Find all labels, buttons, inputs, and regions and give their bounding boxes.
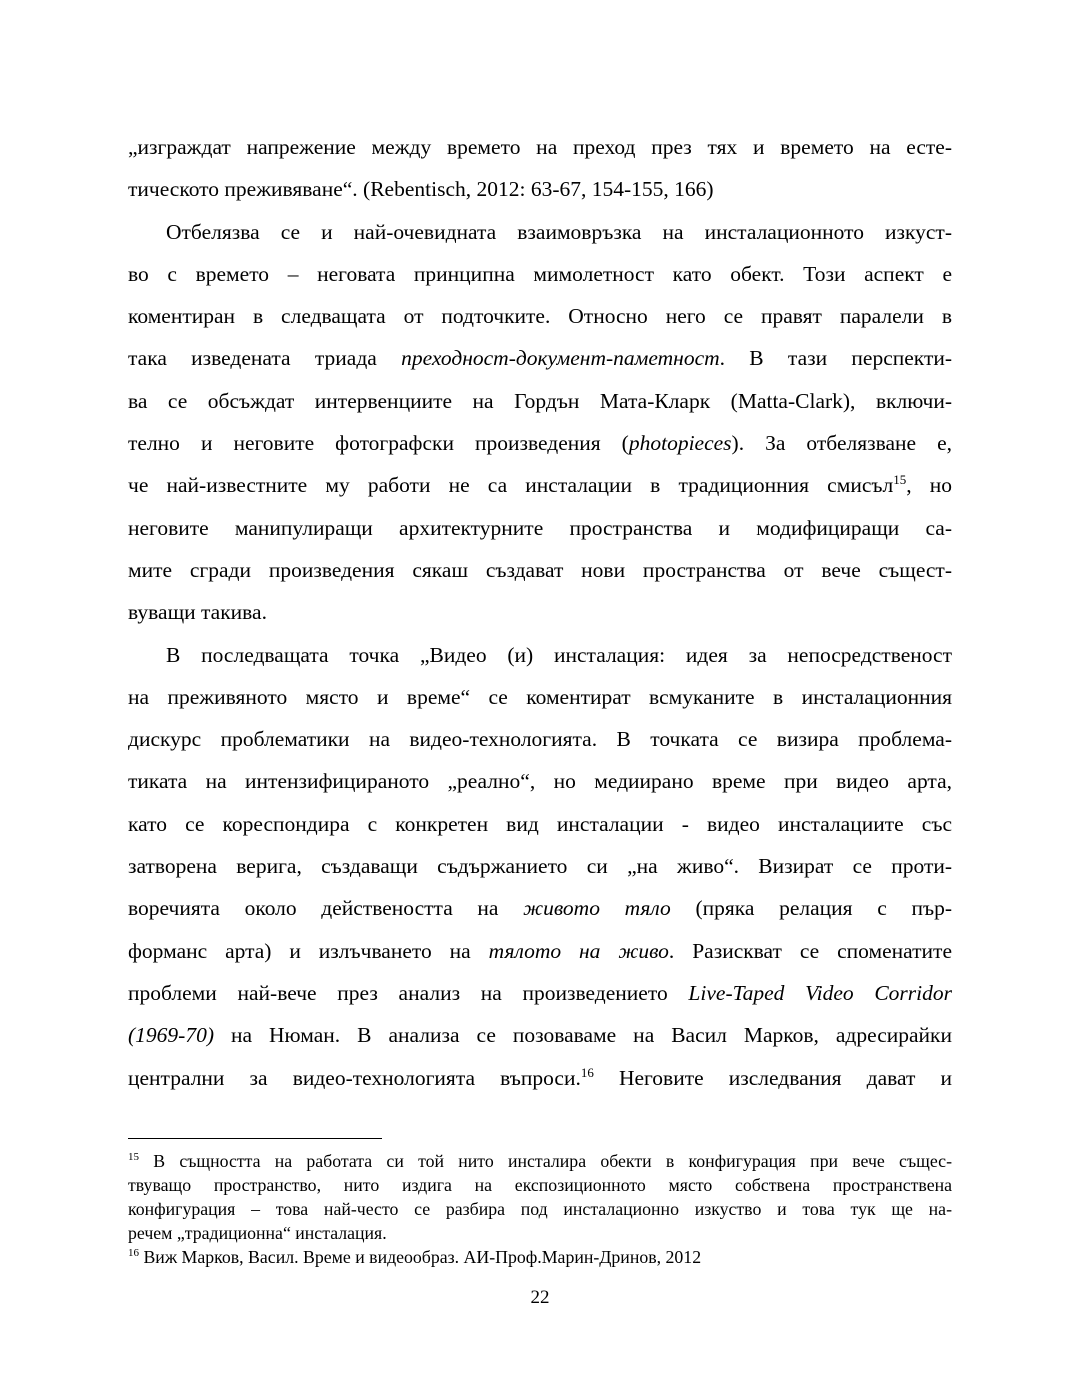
footnote-line: конфигурация – това най-често се разбира под инсталационно изкуство и това тук ще на- (128, 1199, 952, 1219)
footnote-15: $^{15}$ В същността на работата си той нито инсталира обекти в конфигурация при вече същес- (128, 1151, 952, 1171)
text-line: неговите манипулиращи архитектурните пространства и модифициращи са- (128, 515, 952, 540)
footnote-line: твуващо пространство, нито издига на експозиционното място собствена пространствена (128, 1175, 952, 1195)
footnote-number: 16 (128, 1247, 139, 1259)
text-line: така изведената триада преходност-документ-паметност. В тази перспекти- (128, 346, 953, 371)
text-line: коментиран в следващата от подточките. Относно него се правят паралели в (128, 304, 952, 329)
text-line: че най-известните му работи не са инсталации в традиционния смисъл$^{15}$, но (128, 472, 952, 498)
footnote-ref-16[interactable]: 16 (580, 1064, 594, 1080)
italic-term: преходност-документ-паметност (401, 346, 720, 371)
text-line: мите сгради произведения сякаш създават нови пространства от вече същест- (128, 557, 952, 582)
text-line: на преживяното място и време“ се коментират всмуканите в инсталационния (128, 684, 952, 709)
text-line: вуващи такива. (128, 600, 267, 625)
text-line: „изграждат напрежение между времето на преход през тях и времето на есте- (128, 135, 952, 159)
paragraph-start: Отбелязва се и най-очевидната взаимовръзка на инсталационното изкуст- (166, 219, 952, 244)
page-number: 22 (530, 1287, 550, 1308)
body-text (128, 126, 952, 1099)
text-line: централни за видео-технологията въпроси.$^{16}$ Неговите изследвания дават и (128, 1064, 952, 1090)
text-line: затворена верига, създаващи съдържанието си „на живо“. Визират се проти- (128, 854, 952, 879)
italic-term: photopieces (628, 431, 732, 456)
italic-term: живото тяло (523, 896, 671, 921)
text-line: дискурс проблематики на видео-технологията. В точката се визира проблема- (128, 727, 952, 752)
footnotes (128, 1149, 952, 1269)
text-line: ва се обсъждат интервенциите на Гордън Мата-Кларк (Matta-Clark), включи- (128, 388, 952, 413)
text-line: (1969-70) на Нюман. В анализа се позоваваме на Васил Марков, адресирайки (128, 1023, 952, 1048)
text-line: телно и неговите фотографски произведения (photopieces). За отбелязване е, (128, 431, 953, 456)
text-line: проблеми най-вече през анализ на произведението Live-Taped Video Corridor (128, 980, 952, 1005)
text-line: като се кореспондира с конкретен вид инсталации - видео инсталациите със (128, 811, 952, 836)
text-line: тиката на интензифицираното „реално“, но медиирано време при видео арта, (128, 769, 952, 794)
text-line: форманс арта) и излъчването на тялото на живо. Разискват се споменатите (128, 938, 952, 963)
footnote-16: $^{16}$ Виж Марков, Васил. Време и видеообраз. АИ-Проф.Марин-Дринов, 2012 (128, 1247, 702, 1267)
text-line: воречията около действеността на живото тяло (пряка релация с пър- (128, 896, 952, 921)
artwork-date: (1969-70) (128, 1023, 214, 1048)
text-line: во с времето – неговата принципна мимолетност като обект. Този аспект е (128, 261, 952, 286)
italic-term: тялото на живо (488, 938, 669, 963)
footnote-number: 15 (128, 1151, 139, 1163)
artwork-title: Live-Taped Video Corridor (688, 980, 952, 1005)
footnote-ref-15[interactable]: 15 (893, 472, 907, 488)
footnote-line: речем „традиционна“ инсталация. (128, 1223, 387, 1243)
paragraph-start: В последващата точка „Видео (и) инсталация: идея за непосредственост (166, 642, 952, 667)
footnote-separator (128, 1138, 382, 1139)
text-line: тическото преживяване“. (Rebentisch, 2012: 63-67, 154-155, 166) (128, 177, 714, 202)
